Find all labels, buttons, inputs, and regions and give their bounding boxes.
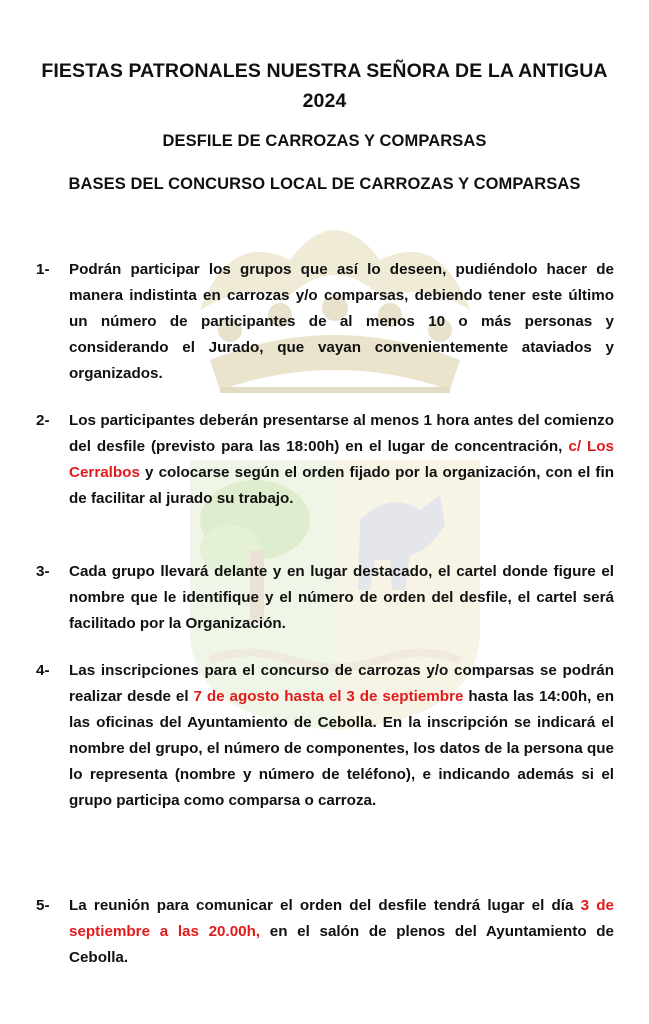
rule-highlight-location: c/ Los Cerralbos [69,438,614,481]
rule-number: 3- [36,563,50,580]
rule-number: 4- [36,662,50,679]
rule-text-part: Los participantes deberán presentarse al menos 1 hora antes del comienzo del desfile (previsto para las 18:00h) en el lugar de concentración, [69,412,614,455]
rule-number: 2- [36,412,50,429]
rule-item-1 [36,257,614,387]
rule-highlight-meeting: 3 de septiembre a las 20.00h, [69,897,615,940]
title-line-1: FIESTAS PATRONALES NUESTRA SEÑORA DE LA ANTIGUA [41,60,608,82]
rule-item-5 [36,893,614,971]
rule-number: 1- [36,261,50,278]
rule-text: Cada grupo llevará delante y en lugar destacado, el cartel donde figure el nombre que le identifique y el número de orden del desfile, el cartel será facilitado por la Organización. [69,563,614,632]
rule-number: 5- [36,897,50,914]
rule-highlight-dates: 7 de agosto hasta el 3 de septiembre [193,688,464,705]
rule-text-part: Las inscripciones para el concurso de carrozas y/o comparsas se podrán realizar desde el [69,662,614,705]
rule-item-2 [36,408,614,512]
rule-item-3 [36,559,614,637]
rule-text-part: hasta las 14:00h, en las oficinas del Ayuntamiento de Cebolla. En la inscripción se indicará el nombre del grupo, el número de componentes, los datos de la persona que lo representa (nombre y número de teléfono), e indicando además si el grupo participa como comparsa o carroza. [69,688,614,809]
rule-text-part: La reunión para comunicar el orden del desfile tendrá lugar el día [69,897,581,914]
document-title [0,56,649,116]
subtitle-desfile: DESFILE DE CARROZAS Y COMPARSAS [162,132,487,150]
subtitle-bases: BASES DEL CONCURSO LOCAL DE CARROZAS Y COMPARSAS [68,175,581,193]
rule-text-part: y colocarse según el orden fijado por la organización, con el fin de facilitar al jurado su trabajo. [69,464,614,507]
rule-text [69,658,614,814]
rule-text [69,408,614,512]
title-line-2: 2024 [302,90,347,112]
rule-text [69,893,614,971]
rule-text: Podrán participar los grupos que así lo deseen, pudiéndolo hacer de manera indistinta en carrozas y/o comparsas, debiendo tener este último un número de participantes de al menos 10 o más personas y considerando el Jurado, que vayan convenientemente ataviados y organizados. [69,261,614,382]
rule-item-4 [36,658,614,814]
rule-text-part: en el salón de plenos del Ayuntamiento de Cebolla. [69,923,614,966]
